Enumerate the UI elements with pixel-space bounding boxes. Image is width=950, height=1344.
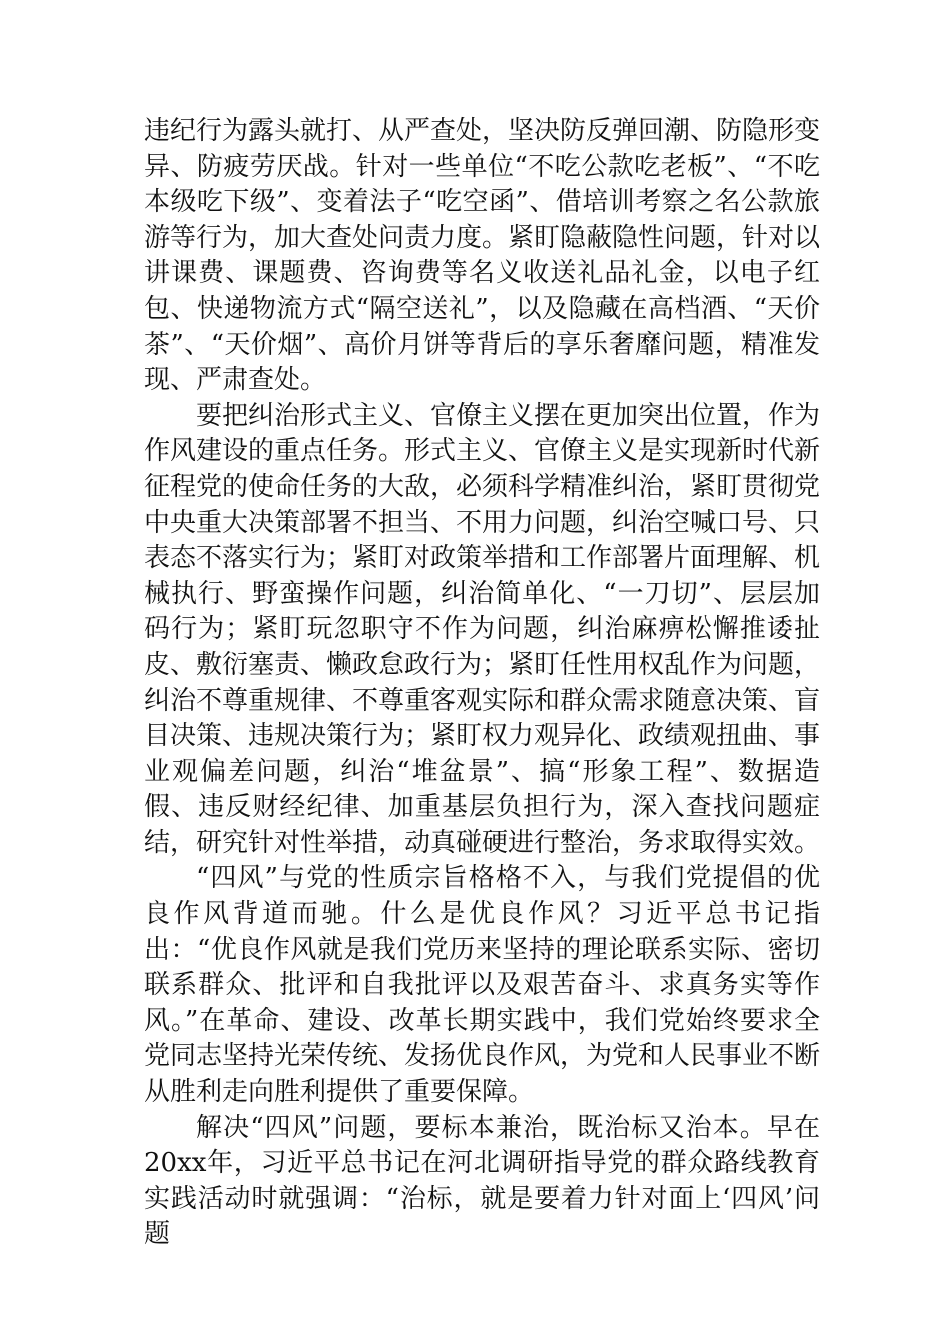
body-text xyxy=(144,114,820,1253)
paragraph-3: “四风”与党的性质宗旨格格不入，与我们党提倡的优良作风背道而驰。什么是优良作风？习近平总书记指出：“优良作风就是我们党历来坚持的理论联系实际、密切联系群众、批评和自我批评以及艰苦奋斗、求真务实等作风。”在革命、建设、改革长期实践中，我们党始终要求全党同志坚持光荣传统、发扬优良作风，为党和人民事业不断从胜利走向胜利提供了重要保障。 xyxy=(144,863,821,1108)
paragraph-2: 要把纠治形式主义、官僚主义摆在更加突出位置，作为作风建设的重点任务。形式主义、官僚主义是实现新时代新征程党的使命任务的大敌，必须科学精准纠治，紧盯贯彻党中央重大决策部署不担当、不用力问题，纠治空喊口号、只表态不落实行为；紧盯对政策举措和工作部署片面理解、机械执行、野蛮操作问题，纠治简单化、“一刀切”、层层加码行为；紧盯玩忽职守不作为问题，纠治麻痹松懈推诿扯皮、敷衍塞责、懒政怠政行为；紧盯任性用权乱作为问题，纠治不尊重规律、不尊重客观实际和群众需求随意决策、盲目决策、违规决策行为；紧盯权力观异化、政绩观扭曲、事业观偏差问题，纠治“堆盆景”、搞“形象工程”、数据造假、违反财经纪律、加重基层负担行为，深入查找问题症结，研究针对性举措，动真碰硬进行整治，务求取得实效。 xyxy=(144,400,821,858)
paragraph-1: 违纪行为露头就打、从严查处，坚决防反弹回潮、防隐形变异、防疲劳厌战。针对一些单位“不吃公款吃老板”、“不吃本级吃下级”、变着法子“吃空函”、借培训考察之名公款旅游等行为，加大查处问责力度。紧盯隐蔽隐性问题，针对以讲课费、课题费、咨询费等名义收送礼品礼金，以电子红包、快递物流方式“隔空送礼”，以及隐藏在高档酒、“天价茶”、“天价烟”、高价月饼等背后的享乐奢靡问题，精准发现、严肃查处。 xyxy=(144,116,821,396)
paragraph-4: 解决“四风”问题，要标本兼治，既治标又治本。早在20xx年，习近平总书记在河北调研指导党的群众路线教育实践活动时就强调：“治标，就是要着力针对面上‘四风’问题 xyxy=(144,1112,820,1250)
